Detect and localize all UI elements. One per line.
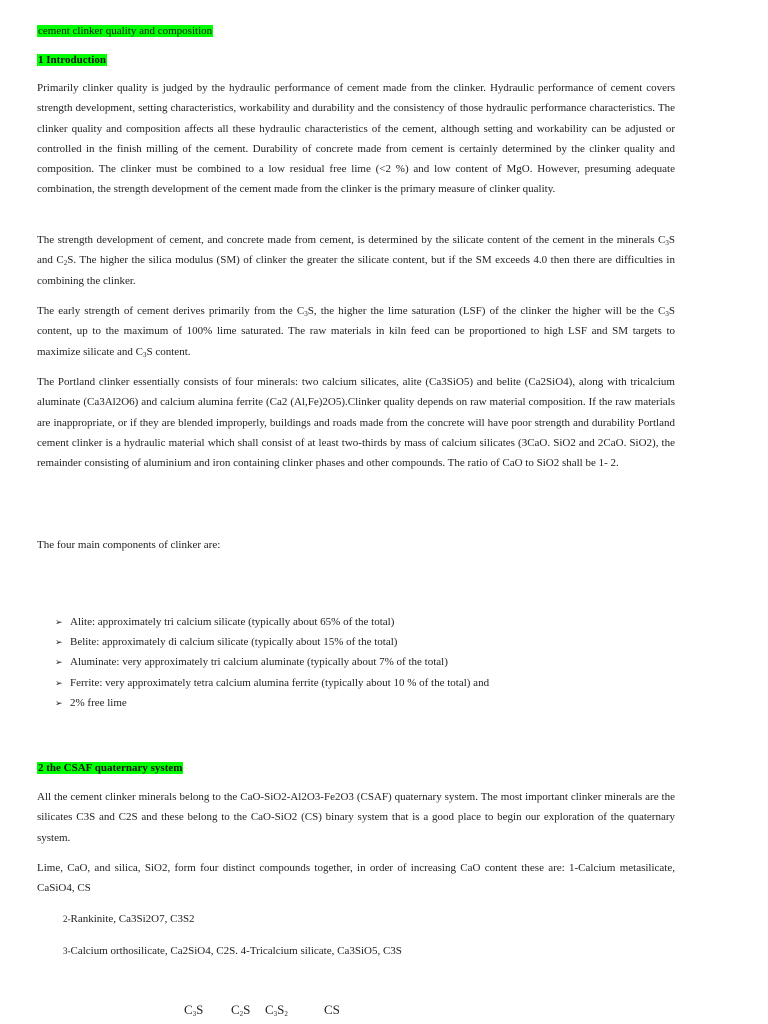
list-item-text: Ferrite: very approximately tetra calcium alumina ferrite (typically about 10 % of the total) and (70, 676, 490, 689)
text-run: S, the higher the lime saturation (LSF) of the clinker the higher will be the C (307, 305, 666, 317)
document-title (37, 21, 213, 39)
list-item-text: Alite: approximately tri calcium silicate (typically about 65% of the total) (70, 616, 395, 628)
section-heading-introduction (37, 50, 107, 68)
section-heading-text: 2 the CSAF quaternary system (38, 762, 183, 774)
list-item (55, 673, 655, 693)
text-run: S content. (146, 345, 191, 358)
arrow-bullet-icon: ➢ (55, 697, 63, 708)
formula-c3s: $C_3S$ (184, 1002, 204, 1018)
paragraph-text (37, 230, 675, 291)
arrow-bullet-icon: ➢ (55, 677, 63, 688)
item-text: Rankinite, Ca3Si2O7, C3S2 (70, 913, 195, 925)
list-item (55, 652, 655, 672)
paragraph-introduction (37, 78, 675, 200)
list-item-text: Belite: approximately di calcium silicate (typically about 15% of the total) (70, 636, 398, 649)
text-run: S content, up to the maximum of 100% lime saturated. The raw materials in kiln feed can be proportioned to high LSF and SM targets to maximize silicate and C (37, 305, 675, 358)
item-text: Calcium orthosilicate, Ca2SiO4, C2S. 4-Tricalcium silicate, Ca3SiO5, C3S (70, 945, 402, 957)
item-number: 2- (63, 914, 71, 924)
text-run: S and C (37, 234, 675, 267)
arrow-bullet-icon: ➢ (55, 657, 63, 668)
paragraph-text (37, 301, 675, 362)
list-item (55, 632, 655, 652)
paragraph-early-strength (37, 301, 675, 362)
formula-c2s: $C_2S$ (231, 1002, 251, 1018)
subscript: 3 (143, 350, 147, 359)
compound-item-orthosilicate (63, 942, 402, 960)
formula-cs: CS (324, 1002, 340, 1017)
list-item (55, 612, 655, 632)
arrow-bullet-icon: ➢ (55, 637, 63, 648)
list-item-text: 2% free lime (70, 696, 127, 709)
paragraph-portland-clinker (37, 372, 675, 473)
formula-c3s2: $C_3S_2$ (265, 1002, 288, 1018)
text-run: The strength development of cement, and concrete made from cement, is determined by the silicate content of the cement in the minerals C (37, 234, 666, 246)
arrow-bullet-icon: ➢ (55, 617, 63, 627)
item-number: 3- (63, 946, 71, 956)
paragraph-text: Lime, CaO, and silica, SiO2, form four distinct compounds together, in order of increasing CaO content these are: 1-Calcium metasilicate, CaSiO4, CS (37, 862, 675, 895)
list-item (55, 693, 655, 713)
paragraph-lime-silica (37, 858, 675, 899)
components-intro: The four main components of clinker are: (37, 539, 221, 551)
paragraph-text: Primarily clinker quality is judged by the hydraulic performance of cement made from the clinker. Hydraulic performance of cement covers strength development, setting characteristics, workability and durability and the consistency of those hydraulic performance characteristics. The clinker quality and composition affects all these hydraulic characteristics of the cement, although setting and workability can be adjusted or controlled in the finish milling of the cement. Durability of concrete made from cement is certainly determined by the clinker quality and composition. The clinker must be combined to a low residual free lime (<2 %) and low content of MgO. However, presuming adequate combination, the strength development of the cement made from the clinker is the primary measure of clinker quality. (37, 82, 675, 196)
text-run: The early strength of cement derives primarily from the C (37, 305, 305, 317)
list-item-text: Aluminate: very approximately tri calcium aluminate (typically about 7% of the total) (70, 656, 448, 669)
compound-item-rankinite (63, 910, 195, 928)
subscript: 3 (665, 310, 669, 318)
paragraph-strength-development (37, 230, 675, 291)
subscript: 3 (304, 310, 308, 318)
document-title-text: cement clinker quality and composition (38, 25, 213, 37)
paragraph-text: The Portland clinker essentially consists of four minerals: two calcium silicates, alite (Ca3SiO5) and belite (Ca2SiO4), along with tricalcium aluminate (Ca3Al2O6) and calcium alumina ferrite (Ca2 (Al,Fe)2O5).Clinker quality depends on raw material composition. If the raw materials are inappropriate, or if they are blended improperly, buildings and roads made from the concrete will have poor strength and durability Portland cement clinker is a hydraulic material which shall consist of at least two-thirds by mass of calcium silicates (3CaO. SiO2 and 2CaO. SiO2), the remainder consisting of aluminium and iron containing clinker phases and other compounds. The ratio of CaO to SiO2 shall be 1- 2. (37, 376, 675, 470)
paragraph-csaf-system (37, 787, 675, 848)
subscript: 2 (63, 259, 68, 268)
section-heading-csaf (37, 758, 183, 776)
paragraph-text: All the cement clinker minerals belong to the CaO-SiO2-Al2O3-Fe2O3 (CSAF) quaternary system. The most important clinker minerals are the silicates C3S and C2S and these belong to the CaO-SiO2 (CS) binary system that is a good place to begin our exploration of the quaternary system. (37, 791, 675, 844)
components-list (55, 612, 655, 713)
text-run: S. The higher the silica modulus (SM) of clinker the greater the silicate content, but if the SM exceeds 4.0 then there are difficulties in combining the clinker. (37, 254, 675, 287)
subscript: 3 (665, 239, 669, 247)
section-heading-text: 1 Introduction (38, 54, 106, 66)
